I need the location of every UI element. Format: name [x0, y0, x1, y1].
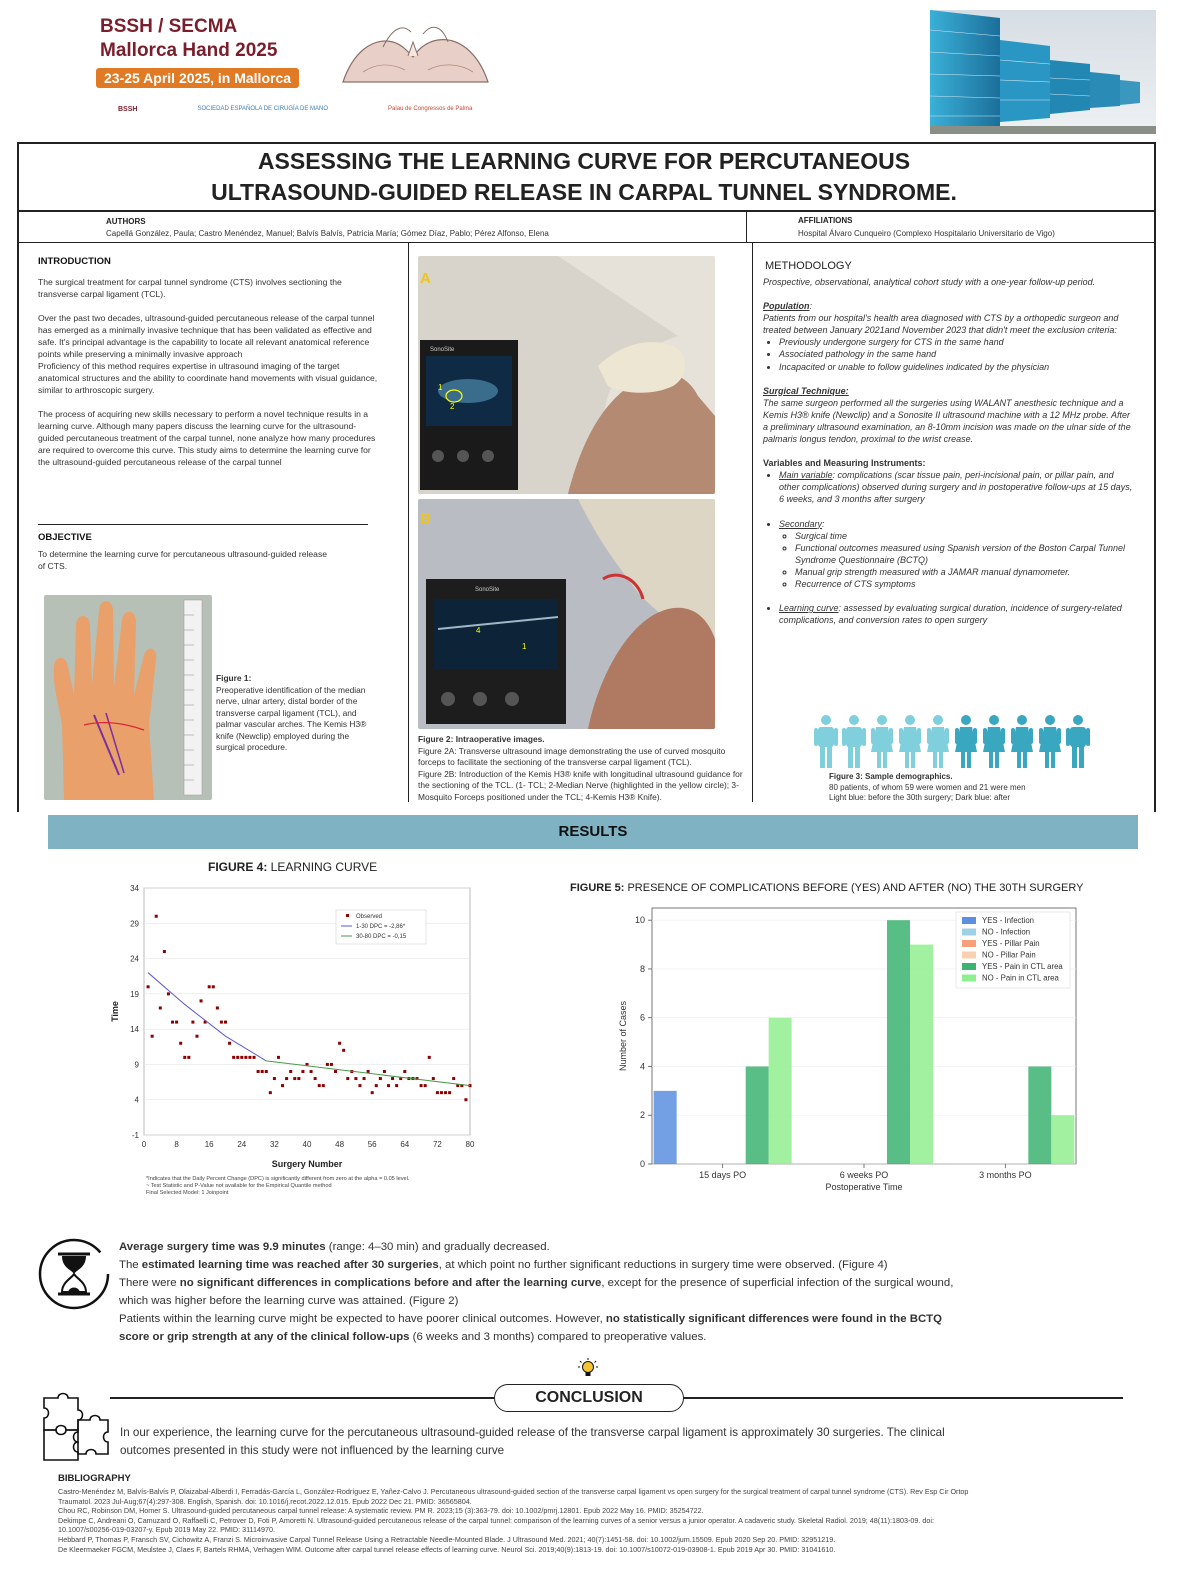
conclusion-line2: outcomes presented in this study were not influenced by the learning curve — [120, 1444, 505, 1457]
variables-label: Variables and Measuring Instruments: — [763, 458, 926, 469]
y-tick-label: 9 — [134, 1060, 139, 1070]
observed-point — [216, 1006, 219, 1009]
conference-dates: 23-25 April 2025, in Mallorca — [96, 68, 299, 88]
x-tick-label: 56 — [367, 1140, 377, 1149]
main-variable-label: Main variable — [779, 470, 833, 481]
methodology-heading: METHODOLOGY — [765, 260, 852, 272]
conference-logo — [88, 12, 508, 124]
observed-point — [440, 1091, 443, 1094]
secondary-variable: ◦ Surgical time — [795, 530, 1135, 542]
introduction-text — [38, 276, 378, 468]
variables-list — [763, 469, 1135, 626]
intro-paragraph-3: Proficiency of this method requires expertise in ultrasound imaging of the target anatomical structures and the ability to coordinate hand movements with visual guidance, similar to arthroscopic surgery. — [38, 361, 378, 395]
figure2b-device-label: SonoSite — [475, 587, 500, 593]
secondary-variable: ◦ Manual grip strength measured with a JAMAR manual dynamometer. — [795, 566, 1135, 578]
man-icon — [814, 715, 838, 768]
man-icon — [842, 715, 866, 768]
observed-point — [444, 1091, 447, 1094]
bar — [1028, 1066, 1051, 1164]
woman-icon — [927, 715, 949, 768]
observed-point — [424, 1084, 427, 1087]
authors-affil-divider — [746, 210, 747, 242]
conference-subtitle: Mallorca Hand 2025 — [100, 40, 278, 61]
conclusion-heading: CONCLUSION — [535, 1389, 643, 1406]
technique-label: Surgical Technique: — [763, 385, 849, 396]
figure5-chart — [612, 904, 1088, 1194]
observed-point — [322, 1084, 325, 1087]
observed-point — [220, 1021, 223, 1024]
sponsor-logos — [118, 106, 472, 113]
woman-icon — [1011, 715, 1033, 768]
woman-icon — [899, 715, 921, 768]
bibliography-ref: De Kleermaeker FGCM, Meulstee J, Claes F, Bartels RHMA, Verhagen WIM. Outcome after carpal tunnel release effects of learning curve. Neurol Sci. 2019;40(9):1813-19. doi: 10.1007/s10072-019-03908-1. Epub 2019 Apr 30. PMID: 31041610. — [58, 1544, 836, 1554]
x-tick-label: 40 — [302, 1140, 312, 1149]
bar — [1051, 1115, 1074, 1164]
result-text: The — [119, 1259, 142, 1271]
woman-icon — [983, 715, 1005, 768]
x-tick-label: 6 weeks PO — [839, 1170, 889, 1180]
figure2a-panel-label: A — [420, 270, 431, 287]
objective-divider — [38, 524, 368, 525]
observed-point — [228, 1042, 231, 1045]
woman-icon — [871, 715, 893, 768]
observed-point — [195, 1035, 198, 1038]
observed-point — [261, 1070, 264, 1073]
secondary-label: Secondary — [779, 518, 823, 529]
observed-point — [236, 1056, 239, 1059]
figure3-caption — [829, 772, 1129, 804]
title-divider — [17, 210, 1155, 212]
result-text: There were — [119, 1277, 180, 1289]
woman-icon — [955, 715, 977, 768]
poster-frame-top — [17, 142, 1155, 144]
conference-name: BSSH / SECMA — [100, 16, 238, 37]
legend-entry: 30-80 DPC = -0,15 — [356, 934, 407, 940]
lightbulb-icon — [578, 1358, 598, 1382]
exclusion-list — [763, 336, 1135, 372]
observed-point — [387, 1084, 390, 1087]
observed-point — [285, 1077, 288, 1080]
observed-point — [171, 1021, 174, 1024]
svg-text:1: 1 — [438, 383, 443, 392]
main-variable-text: : complications (scar tissue pain, peri-incisional pain, or pillar pain, and other complications) observed during surgery and in postoperative follow-ups at 15 days, 6 weeks, and 3 months after surgery — [779, 470, 1133, 505]
observed-point — [167, 992, 170, 995]
observed-point — [155, 915, 158, 918]
observed-point — [428, 1056, 431, 1059]
poster-title-line1: ASSESSING THE LEARNING CURVE FOR PERCUTANEOUS — [257, 148, 911, 174]
objective-text: To determine the learning curve for percutaneous ultrasound-guided release of CTS. — [38, 549, 328, 571]
learning-curve-label: Learning curve — [779, 603, 839, 614]
figure2-label: Figure 2: Intraoperative images. — [418, 734, 545, 744]
observed-point — [358, 1084, 361, 1087]
hospital-building-photo — [930, 10, 1156, 134]
learning-curve-item — [779, 602, 1135, 626]
figure2a-photo — [418, 256, 715, 494]
affiliations-text: Hospital Álvaro Cunqueiro (Complexo Hospitalario Universitario de Vigo) — [798, 229, 1055, 238]
figure1-caption — [216, 673, 376, 754]
y-tick-label: 8 — [639, 963, 645, 974]
figure1-label: Figure 1: — [216, 673, 252, 683]
figure2-text-a: Figure 2A: Transverse ultrasound image demonstrating the use of curved mosquito forceps to facilitate the sectioning of the transverse carpal ligament (TCL). — [418, 745, 726, 767]
observed-point — [338, 1042, 341, 1045]
intro-paragraph-4: The process of acquiring new skills necessary to perform a novel technique results in a learning curve. Although many papers discuss the learning curve for the ultrasound-guided percutaneous treatment of the carpal tunnel, none analyze how many procedures are required to overcome this curve. This study aims to determine the learning curve for the ultrasound-guided percutaneous release of the carpal tunnel — [38, 409, 376, 467]
result-bctq: no statistically significant differences were found in the BCTQ — [605, 1313, 942, 1325]
observed-point — [301, 1070, 304, 1073]
figure4-footnotes — [146, 1176, 409, 1197]
legend-swatch — [962, 929, 976, 936]
bar — [910, 945, 933, 1164]
observed-point — [179, 1042, 182, 1045]
figure2a-device-label: SonoSite — [430, 347, 455, 353]
exclusion-item: • Associated pathology in the same hand — [779, 348, 1135, 360]
x-tick-label: 3 months PO — [979, 1170, 1032, 1180]
technique-text: The same surgeon performed all the surgeries using WALANT anesthesic technique and a Kemis H3® knife (Newclip) and a Sonosite II ultrasound machine with a 12 MHz probe. After a preliminary ultrasound examination, an 8-10mm incision was made on the ulnar side of the palmaris longus tendon, proximal to the wrist crease. — [763, 397, 1131, 445]
result-text: , except for the presence of superficial infection of the surgical wound, — [601, 1277, 954, 1289]
legend-entry: NO - Infection — [982, 927, 1031, 937]
introduction-heading: INTRODUCTION — [38, 256, 111, 267]
bibliography-list — [58, 1487, 1148, 1554]
observed-point — [147, 985, 150, 988]
legend-swatch — [962, 952, 976, 959]
y-tick-label: 2 — [639, 1110, 645, 1121]
y-tick-label: 19 — [130, 989, 139, 999]
observed-point — [464, 1098, 467, 1101]
observed-point — [326, 1063, 329, 1066]
observed-point — [432, 1077, 435, 1080]
figure5-title — [570, 882, 1083, 894]
legend-swatch — [962, 975, 976, 982]
x-axis-label: Postoperative Time — [825, 1182, 903, 1192]
legend-entry: YES - Pain in CTL area — [982, 962, 1063, 971]
observed-point — [367, 1070, 370, 1073]
observed-point — [281, 1084, 284, 1087]
observed-point — [330, 1063, 333, 1066]
observed-point — [371, 1091, 374, 1094]
observed-point — [232, 1056, 235, 1059]
figure3-people-icons — [812, 714, 1094, 770]
observed-point — [159, 1006, 162, 1009]
observed-point — [253, 1056, 256, 1059]
figure4-title-rest: LEARNING CURVE — [267, 860, 378, 874]
y-tick-label: 34 — [130, 884, 139, 893]
x-tick-label: 24 — [237, 1140, 247, 1149]
hourglass-icon — [36, 1236, 112, 1312]
observed-point — [379, 1077, 382, 1080]
result-text: which was higher before the learning curve was attained. (Figure 2) — [119, 1295, 459, 1307]
figure3-line1: 80 patients, of whom 59 were women and 21 were men — [829, 782, 1026, 792]
bibliography-ref: Traumatol. 2023 Jul-Aug;67(4):297-308. English, Spanish. doi: 10.1016/j.recot.2022.12.015. Epub 2022 Dec 21. PMID: 36565804. — [58, 1496, 472, 1506]
conclusion-text — [120, 1424, 1120, 1460]
intro-paragraph-1: The surgical treatment for carpal tunnel syndrome (CTS) involves sectioning the transverse carpal ligament (TCL). — [38, 277, 342, 299]
secma-logo: SOCIEDAD ESPAÑOLA DE CIRUGÍA DE MANO — [197, 106, 329, 112]
observed-point — [354, 1077, 357, 1080]
learning-curve-text: : assessed by evaluating surgical duration, incidence of surgery-related complications, and conversion rates to open surgery — [779, 603, 1122, 626]
observed-point — [289, 1070, 292, 1073]
result-text: (6 weeks and 3 months) compared to preoperative values. — [409, 1331, 707, 1343]
bssh-logo: BSSH — [118, 106, 138, 113]
figure3-line2: Light blue: before the 30th surgery; Dark blue: after — [829, 793, 1010, 802]
result-complications: no significant differences in complications before and after the learning curve — [179, 1277, 602, 1289]
y-tick-label: 14 — [130, 1025, 139, 1035]
y-tick-label: 29 — [130, 919, 139, 929]
observed-point — [212, 985, 215, 988]
result-text: Patients within the learning curve might be expected to have poorer clinical outcomes. However, — [119, 1313, 606, 1325]
results-heading: RESULTS — [558, 823, 628, 840]
population-label: Population — [763, 301, 810, 312]
figure1-text: Preoperative identification of the median nerve, ulnar artery, distal border of the transverse carpal ligament (TCL), and palmar vascular arches. The Kemis H3® knife (Newclip) employed during the surgical procedure. — [216, 684, 367, 752]
puzzle-icon — [38, 1390, 110, 1462]
y-tick-label: -1 — [131, 1131, 139, 1140]
figure4-footnote: Final Selected Model: 1 Joinpoint — [146, 1190, 229, 1196]
figure4-legend — [336, 910, 426, 944]
x-axis-label: Surgery Number — [271, 1159, 343, 1169]
observed-point — [175, 1021, 178, 1024]
observed-point — [383, 1070, 386, 1073]
figure4-title-bold: FIGURE 4: — [208, 860, 268, 874]
observed-point — [265, 1070, 268, 1073]
observed-point — [187, 1056, 190, 1059]
objective-heading: OBJECTIVE — [38, 532, 92, 543]
population-text: Patients from our hospital's health area diagnosed with CTS by a orthopedic surgeon and treated between January 2021and November 2023 that didn't meet the exclusion criteria: — [763, 313, 1119, 336]
poster-title-line2: ULTRASOUND-GUIDED RELEASE IN CARPAL TUNNEL SYNDROME. — [211, 179, 957, 205]
y-tick-label: 24 — [130, 954, 139, 964]
bar — [887, 920, 910, 1164]
figure4-footnote: ~ Test Statistic and P-Value not available for the Empirical Quantile method — [146, 1183, 332, 1189]
svg-text:1: 1 — [522, 642, 527, 651]
result-text: , at which point no further significant reductions in surgery time were observed. (Figure 4) — [438, 1259, 888, 1271]
intro-paragraph-2: Over the past two decades, ultrasound-guided percutaneous release of the carpal tunnel has emerged as a minimally invasive technique that has been validated as effective and safe. It's principal advantage is the capability to locate all relevant anatomical reference points while preserving a minimally invasive approach — [38, 313, 375, 359]
bar — [769, 1018, 792, 1164]
y-tick-label: 4 — [639, 1061, 645, 1072]
result-text: (range: 4–30 min) and gradually decreased. — [325, 1241, 550, 1253]
x-tick-label: 16 — [204, 1140, 214, 1149]
observed-point — [436, 1091, 439, 1094]
legend-swatch — [962, 917, 976, 924]
woman-icon — [1039, 715, 1061, 768]
observed-point — [163, 950, 166, 953]
figure5-title-bold: FIGURE 5: — [570, 882, 625, 894]
conclusion-line-left — [110, 1397, 494, 1399]
result-avg-time: Average surgery time was 9.9 minutes — [119, 1241, 326, 1253]
svg-text:4: 4 — [476, 626, 481, 635]
legend-swatch — [962, 963, 976, 970]
result-learning-time: estimated learning time was reached after 30 surgeries — [141, 1259, 439, 1271]
observed-point — [277, 1056, 280, 1059]
observed-point — [448, 1091, 451, 1094]
x-tick-label: 8 — [174, 1140, 179, 1149]
authors-divider — [17, 242, 1155, 243]
x-tick-label: 80 — [465, 1140, 475, 1149]
figure4-chart — [104, 878, 484, 1176]
legend-swatch — [962, 940, 976, 947]
authors-list: Capellá González, Paula; Castro Menéndez, Manuel; Balvís Balvís, Patricia María; Gómez Díaz, Pablo; Pérez Alfonso, Elena — [106, 229, 549, 238]
x-tick-label: 48 — [335, 1140, 345, 1149]
conclusion-line1: In our experience, the learning curve for the percutaneous ultrasound-guided release of the transverse carpal ligament is approximately 30 surgeries. The clinical — [120, 1426, 945, 1439]
y-tick-label: 4 — [134, 1095, 139, 1105]
observed-point — [244, 1056, 247, 1059]
bar — [654, 1091, 677, 1164]
observed-point — [248, 1056, 251, 1059]
observed-point — [240, 1056, 243, 1059]
legend-entry: NO - Pillar Pain — [982, 950, 1036, 960]
figure2-caption — [418, 734, 748, 803]
bibliography-ref: Castro-Menéndez M, Balvís-Balvís P, Olaizabal-Alberdi I, Ferradás-García L, González-Rodríguez E, Yañez-Calvo J. Percutaneous ultrasound-guided section of the transverse carpal ligament vs open surgery for the surgical treatment of carpal tunnel syndrome (CTS). Rev Esp Cir Ortop — [58, 1487, 969, 1496]
main-variable-item — [779, 469, 1135, 505]
legend-entry: YES - Infection — [982, 916, 1035, 925]
legend-entry: Observed — [356, 914, 383, 920]
method-column-divider — [752, 242, 753, 802]
man-icon — [1066, 715, 1090, 768]
legend-entry: 1-30 DPC = -2,86* — [356, 924, 406, 930]
methodology-intro: Prospective, observational, analytical cohort study with a one-year follow-up period. — [763, 277, 1096, 287]
observed-point — [297, 1077, 300, 1080]
bibliography-ref: Chou RC, Robinson DM, Homer S. Ultrasound-guided percutaneous carpal tunnel release: A systematic review. PM R. 2023;15 (3):363-79. doi: 10.1002/pmrj.12801. Epub 2022 May 16. PMID: 35254722. — [58, 1506, 704, 1516]
observed-point — [200, 999, 203, 1002]
conclusion-line-right — [683, 1397, 1123, 1399]
y-tick-label: 0 — [639, 1159, 645, 1169]
x-tick-label: 15 days PO — [699, 1170, 747, 1180]
figure5-legend — [956, 912, 1070, 988]
observed-point — [342, 1049, 345, 1052]
observed-point — [273, 1077, 276, 1080]
observed-point — [208, 985, 211, 988]
observed-point — [395, 1084, 398, 1087]
observed-point — [318, 1084, 321, 1087]
observed-point — [363, 1077, 366, 1080]
observed-point — [452, 1077, 455, 1080]
results-banner — [48, 815, 1138, 849]
bibliography-ref: Hebbard P, Thomas P, Fransch SV, Cichowitz A, Franzi S. Microinvasive Carpal Tunnel Release Using a Retractable Needle-Mounted Blade. J Ultrasound Med. 2021; 40(7):1451-58. doi: 10.1002/jum.15509. Epub 2020 Sep 20. PMID: 32951219. — [58, 1534, 836, 1544]
figure4-footnote: *Indicates that the Daily Percent Change (DPC) is significantly different from zero at the alpha = 0.05 level. — [146, 1176, 410, 1182]
bibliography-ref: Dekimpe C, Andreani O, Camuzard O, Raffaelli C, Petrover D, Foti P, Amoretti N. Ultrasound-guided percutaneous release of the carpal tunnel: comparison of the learning curves of a senior versus a junior operator. A cadaveric study. Skeletal Radiol. 2019; 48(11):1803-09. doi: — [58, 1515, 935, 1525]
legend-entry: NO - Pain in CTL area — [982, 973, 1059, 983]
y-axis-label: Time — [110, 1001, 120, 1022]
figure5-title-rest: PRESENCE OF COMPLICATIONS BEFORE (YES) AND AFTER (NO) THE 30TH SURGERY — [624, 882, 1084, 894]
x-tick-label: 64 — [400, 1140, 410, 1149]
conclusion-heading-box — [494, 1384, 684, 1412]
x-tick-label: 32 — [269, 1140, 279, 1149]
poster-title — [20, 146, 1148, 208]
palau-logo: Palau de Congressos de Palma — [388, 106, 473, 112]
figure2b-panel-label: B — [420, 510, 431, 527]
y-tick-label: 6 — [639, 1012, 645, 1023]
figure3-label: Figure 3: Sample demographics. — [829, 772, 953, 781]
observed-point — [314, 1077, 317, 1080]
authors-label: AUTHORS — [106, 217, 146, 226]
legend-entry: YES - Pillar Pain — [982, 939, 1040, 948]
x-tick-label: 72 — [432, 1140, 442, 1149]
bibliography-ref: 10.1007/s00256-019-03207-y. Epub 2019 May 22. PMID: 31114970. — [58, 1525, 275, 1535]
exclusion-item: • Incapacited or unable to follow guidelines indicated by the physician — [779, 361, 1135, 373]
intro-column-divider — [408, 242, 409, 802]
secondary-variable: ◦ Recurrence of CTS symptoms — [795, 578, 1135, 590]
figure4-title — [208, 860, 377, 874]
exclusion-item: • Previously undergone surgery for CTS in the same hand — [779, 336, 1135, 348]
hands-illustration-icon — [323, 12, 508, 92]
observed-point — [257, 1070, 260, 1073]
observed-point — [151, 1035, 154, 1038]
secondary-variable: ◦ Functional outcomes measured using Spanish version of the Boston Carpal Tunnel Syndrome Questionnaire (BCTQ) — [795, 542, 1135, 566]
observed-point — [183, 1056, 186, 1059]
legend-marker — [346, 914, 349, 917]
observed-point — [346, 1077, 349, 1080]
bar — [746, 1066, 769, 1164]
observed-point — [310, 1070, 313, 1073]
figure2b-photo — [418, 499, 715, 729]
svg-text:2: 2 — [450, 402, 455, 411]
y-tick-label: 10 — [634, 915, 645, 926]
observed-point — [293, 1077, 296, 1080]
observed-point — [269, 1091, 272, 1094]
y-axis-label: Number of Cases — [618, 1000, 628, 1072]
observed-point — [420, 1084, 423, 1087]
observed-point — [375, 1084, 378, 1087]
methodology-text: Prospective, observational, analytical cohort study with a one-year follow-up period. Population: Patients from our hospital's health area diagnosed with CTS by a orthopedic surgeon and treated between January 2021and November 2023 that didn't meet the exclusion criteria: • Previously undergone surgery for CTS in the same hand • Associated pathology in the same hand • Incapacited or unable to follow guidelines indicated by the physician Surgical Technique: The same surgeon performed all the surgeries using WALANT anesthesic technique and a Kemis H3® knife (Newclip) and a Sonosite II ultrasound machine with a 12 MHz probe. After a preliminary ultrasound examination, an 8-10mm incision was made on the ulnar side of the palmaris longus tendon, proximal to the wrist crease. Variables and Measuring Instruments: • Main variable: complications (scar tissue pain, peri-incisional pain, or pillar pain, and other complications) observed during surgery and in postoperative follow-ups at 15 days, 6 weeks, and 3 months after surgery • Secondary: ◦ Surgical time ◦ Functional outcomes measured using Spanish version of the Boston Carpal Tunnel Syndrome Questionnaire (BCTQ) ◦ Manual grip strength measured with a JAMAR manual dynamometer. ◦ Recurrence of CTS symptoms • Learning curve: assessed by evaluating surgical duration, incidence of surgery-related complications, and conversion rates to open surgery — [763, 276, 1135, 626]
figure2-text-b: Figure 2B: Introduction of the Kemis H3® knife with longitudinal ultrasound guidance for the sectioning of the TCL. (1- TCL; 2-Median Nerve (highlighted in the yellow circle); 3- Mosquito Forceps positioned under the TCL; 4-Kemis H3® Knife). — [418, 768, 743, 802]
bibliography-heading: BIBLIOGRAPHY — [58, 1473, 131, 1484]
observed-point — [403, 1070, 406, 1073]
figure1-hand-photo — [44, 595, 212, 800]
secondary-item: • Secondary: ◦ Surgical time ◦ Functional outcomes measured using Spanish version of the Boston Carpal Tunnel Syndrome Questionnaire (BCTQ) ◦ Manual grip strength measured with a JAMAR manual dynamometer. ◦ Recurrence of CTS symptoms — [779, 518, 1135, 591]
observed-point — [391, 1077, 394, 1080]
observed-point — [224, 1021, 227, 1024]
result-grip: score or grip strength at any of the clinical follow-ups — [119, 1331, 410, 1343]
observed-point — [191, 1021, 194, 1024]
secondary-list — [779, 530, 1135, 590]
x-tick-label: 0 — [141, 1140, 147, 1149]
results-summary — [119, 1238, 1129, 1346]
observed-point — [334, 1070, 337, 1073]
affiliations-label: AFFILIATIONS — [798, 216, 853, 225]
